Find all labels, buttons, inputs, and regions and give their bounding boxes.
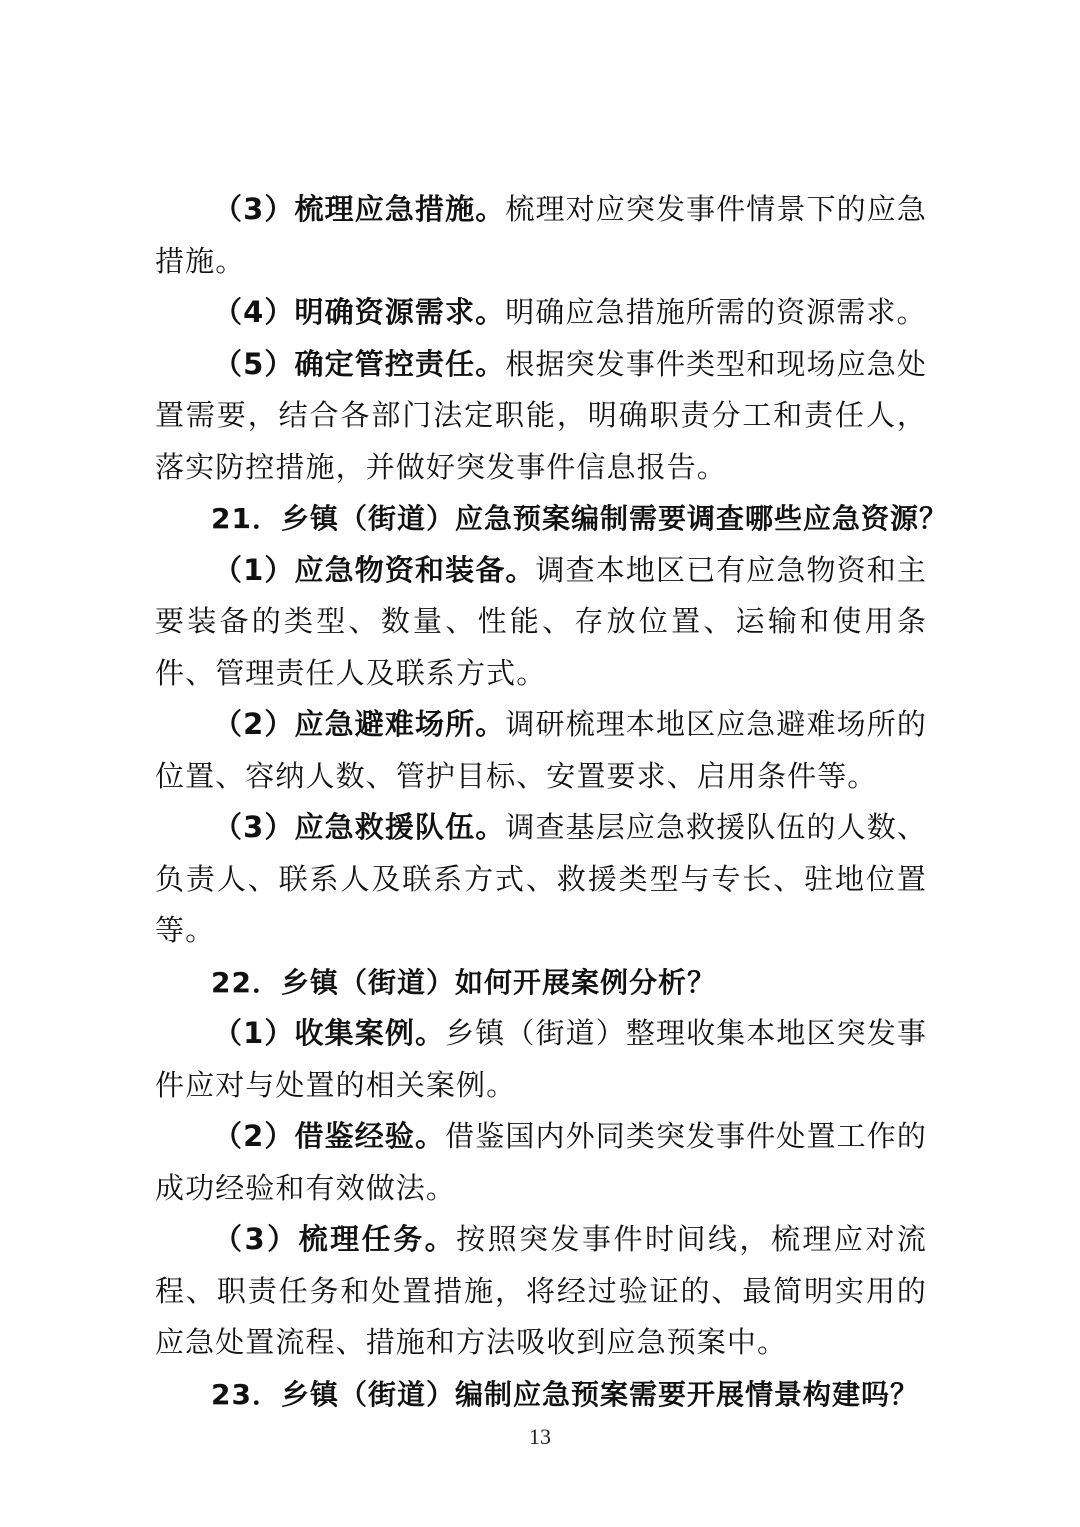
question-heading: 22．乡镇（街道）如何开展案例分析？ — [211, 965, 716, 999]
item-text: 根据突发事件类型和现场应急处置需要，结合各部门法定职能，明确职责分工和责任人，落实防控措施，并做好突发事件信息报告。 — [155, 346, 927, 484]
paragraph-item — [155, 339, 927, 494]
page-number: 13 — [529, 1424, 551, 1449]
item-heading: （2）应急避难场所。 — [213, 707, 506, 741]
paragraph-item — [155, 699, 927, 802]
paragraph-item — [155, 802, 927, 957]
item-heading: （1）收集案例。 — [213, 1016, 446, 1050]
document-body — [155, 184, 948, 1420]
item-heading: （3）梳理任务。 — [213, 1222, 457, 1256]
item-text: 借鉴国内外同类突发事件处置工作的成功经验和有效做法。 — [155, 1119, 927, 1205]
item-heading: （2）借鉴经验。 — [213, 1119, 446, 1153]
item-text: 调研梳理本地区应急避难场所的位置、容纳人数、管护目标、安置要求、启用条件等。 — [155, 707, 927, 793]
question-heading: 23．乡镇（街道）编制应急预案需要开展情景构建吗？ — [211, 1377, 919, 1411]
question-heading: 21．乡镇（街道）应急预案编制需要调查哪些应急资源？ — [211, 502, 948, 535]
item-text: 乡镇（街道）整理收集本地区突发事件应对与处置的相关案例。 — [155, 1016, 927, 1102]
paragraph-item — [155, 287, 927, 339]
item-text: 调查本地区已有应急物资和主要装备的类型、数量、性能、存放位置、运输和使用条件、管理责任人及联系方式。 — [155, 552, 927, 690]
paragraph-item — [155, 545, 927, 700]
item-heading: （1）应急物资和装备。 — [213, 552, 536, 587]
item-text: 明确应急措施所需的资源需求。 — [505, 295, 927, 329]
paragraph-item — [155, 1008, 927, 1111]
item-heading: （3）梳理应急措施。 — [213, 192, 506, 226]
item-text: 梳理对应突发事件情景下的应急措施。 — [155, 192, 927, 278]
item-heading: （3）应急救援队伍。 — [213, 810, 506, 844]
paragraph-item — [155, 1214, 927, 1369]
item-heading: （4）明确资源需求。 — [213, 295, 506, 329]
paragraph-item — [155, 1111, 927, 1214]
item-text: 调查基层应急救援队伍的人数、负责人、联系人及联系方式、救援类型与专长、驻地位置等。 — [155, 810, 927, 947]
paragraph-item — [155, 184, 927, 287]
item-heading: （5）确定管控责任。 — [213, 346, 506, 381]
item-text: 按照突发事件时间线，梳理应对流程、职责任务和处置措施，将经过验证的、最简明实用的应急处置流程、措施和方法吸收到应急预案中。 — [155, 1222, 927, 1359]
